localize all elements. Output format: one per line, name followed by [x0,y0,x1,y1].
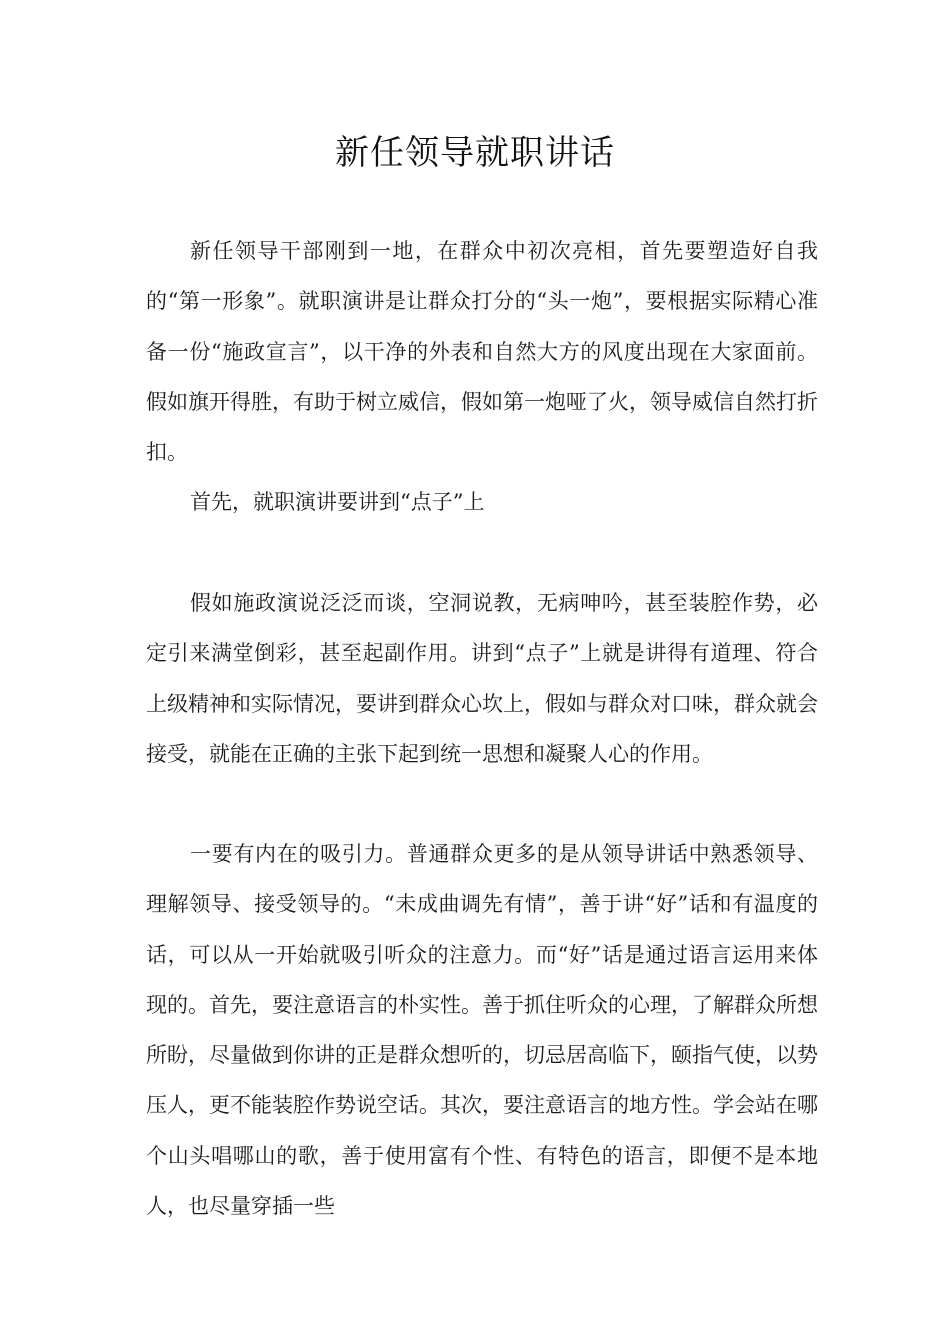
document-title: 新任领导就职讲话 [335,133,615,173]
paragraph-body: 假如施政演说泛泛而谈，空洞说教，无病呻吟，甚至装腔作势，必定引来满堂倒彩，甚至起副作用。讲到“点子”上就是讲得有道理、符合上级精神和实际情况，要讲到群众心坎上，假如与群众对口味，群众就会接受，就能在正确的主张下起到统一思想和凝聚人心的作用。 [146,591,818,766]
paragraph-intro: 新任领导干部刚到一地，在群众中初次亮相，首先要塑造好自我的“第一形象”。就职演讲是让群众打分的“头一炮”，要根据实际精心准备一份“施政宣言”，以干净的外表和自然大方的风度出现在大家面前。假如旗开得胜，有助于树立威信，假如第一炮哑了火，领导威信自然打折扣。 [146,239,818,465]
paragraph-heading-first: 首先，就职演讲要讲到“点子”上 [190,490,485,514]
paragraph-attraction: 一要有内在的吸引力。普通群众更多的是从领导讲话中熟悉领导、理解领导、接受领导的。“未成曲调先有情”，善于讲“好”话和有温度的话，可以从一开始就吸引听众的注意力。而“好”话是通过语言运用来体现的。首先，要注意语言的朴实性。善于抓住听众的心理，了解群众所想所盼，尽量做到你讲的正是群众想听的，切忌居高临下，颐指气使，以势压人，更不能装腔作势说空话。其次，要注意语言的地方性。学会站在哪个山头唱哪山的歌，善于使用富有个性、有特色的语言，即便不是本地人，也尽量穿插一些 [146,842,818,1219]
